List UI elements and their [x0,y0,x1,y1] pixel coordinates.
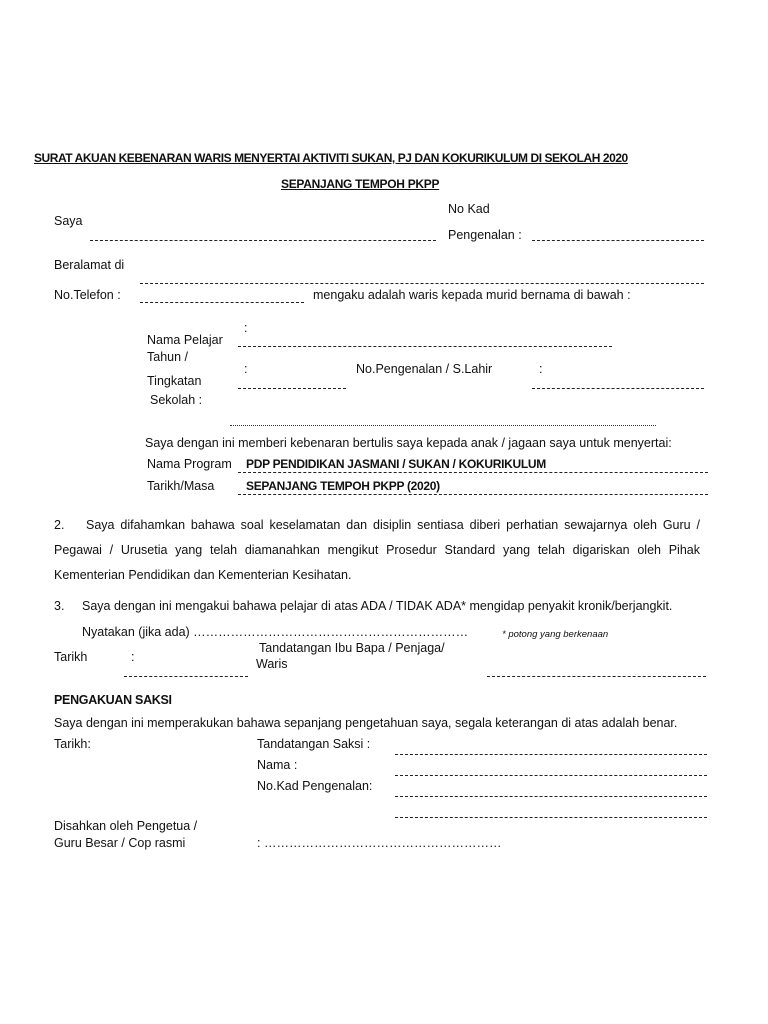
student-name-field-line[interactable] [238,346,612,347]
parent-date-field-line[interactable] [124,676,248,677]
student-name-colon: : [244,321,248,335]
parent-signature-label: Tandatangan Ibu Bapa / Penjaga/ [259,641,445,655]
document-subtitle: SEPANJANG TEMPOH PKPP [281,177,440,191]
clause-3-text: Saya dengan ini mengakui bahawa pelajar di atas ADA / TIDAK ADA* mengidap penyakit kronik/berjangkit. [82,599,673,613]
date-label: Tarikh [54,650,88,664]
witness-signature-field-line[interactable] [395,754,707,755]
clause-2-text: Saya difahamkan bahawa soal keselamatan dan disiplin sentiasa diberi perhatian sewajarnya oleh Guru / Pegawai / Urusetia yang telah diamanahkan mengikut Prosedur Standard yang telah digariskan oleh Pihak Kementerian Pendidikan dan Kementerian Kesihatan. [54,518,700,582]
program-name-label: Nama Program [147,457,232,471]
strike-note: * potong yang berkenaan [502,629,609,640]
document-title: SURAT AKUAN KEBENARAN WARIS MENYERTAI AKTIVITI SUKAN, PJ DAN KOKURIKULUM DI SEKOLAH 2020 [34,151,628,165]
witness-ic-field-line[interactable] [395,796,707,797]
witness-ic-label: No.Kad Pengenalan: [257,779,373,793]
name-field-line[interactable] [90,240,436,241]
year-field-line[interactable] [238,388,346,389]
date-time-label: Tarikh/Masa [147,479,215,493]
school-field-line[interactable] [230,425,656,426]
student-id-label: No.Pengenalan / S.Lahir [356,362,493,376]
specify-field[interactable]: Nyatakan (jika ada) ………………………………………………………… [82,625,469,639]
address-label: Beralamat di [54,258,125,272]
student-id-colon: : [539,362,543,376]
permission-statement: Saya dengan ini memberi kebenaran bertulis saya kepada anak / jagaan saya untuk menyertai: [145,436,672,450]
principal-label-1: Disahkan oleh Pengetua / [54,819,198,833]
no-kad-label: No Kad [448,202,490,216]
date-time-value: SEPANJANG TEMPOH PKPP (2020) [246,479,440,493]
witness-statement: Saya dengan ini memperakukan bahawa sepanjang pengetahuan saya, segala keterangan di atas adalah benar. [54,716,678,730]
witness-date-label: Tarikh: [54,737,91,751]
student-name-label: Nama Pelajar [147,333,223,347]
witness-heading: PENGAKUAN SAKSI [54,693,172,707]
witness-name-label: Nama : [257,758,298,772]
saya-label: Saya [54,214,83,228]
witness-signature-label: Tandatangan Saksi : [257,737,371,751]
witness-name-field-line[interactable] [395,775,707,776]
clause-3-number: 3. [54,599,65,613]
program-name-field-line[interactable] [238,472,708,473]
student-id-field-line[interactable] [532,388,704,389]
date-time-field-line[interactable] [238,494,708,495]
official-stamp-field[interactable]: : ………………………………………………… [257,836,502,850]
year-colon: : [244,362,248,376]
guardian-label: Waris [256,657,288,671]
parent-signature-field-line[interactable] [487,676,706,677]
program-name-value: PDP PENDIDIKAN JASMANI / SUKAN / KOKURIKULUM [246,457,546,471]
pengenalan-label: Pengenalan : [448,228,522,242]
address-field-line[interactable] [140,283,704,284]
date-colon: : [131,650,135,664]
school-label: Sekolah : [150,393,203,407]
guardian-declaration: mengaku adalah waris kepada murid bernama di bawah : [313,288,631,302]
clause-2 [54,513,700,588]
year-label: Tahun / [147,350,189,364]
witness-extra-field-line[interactable] [395,817,707,818]
phone-label: No.Telefon : [54,288,121,302]
form-label: Tingkatan [147,374,202,388]
phone-field-line[interactable] [140,302,304,303]
principal-label-2: Guru Besar / Cop rasmi [54,836,186,850]
clause-2-number: 2. [54,518,65,532]
ic-field-line[interactable] [532,240,704,241]
